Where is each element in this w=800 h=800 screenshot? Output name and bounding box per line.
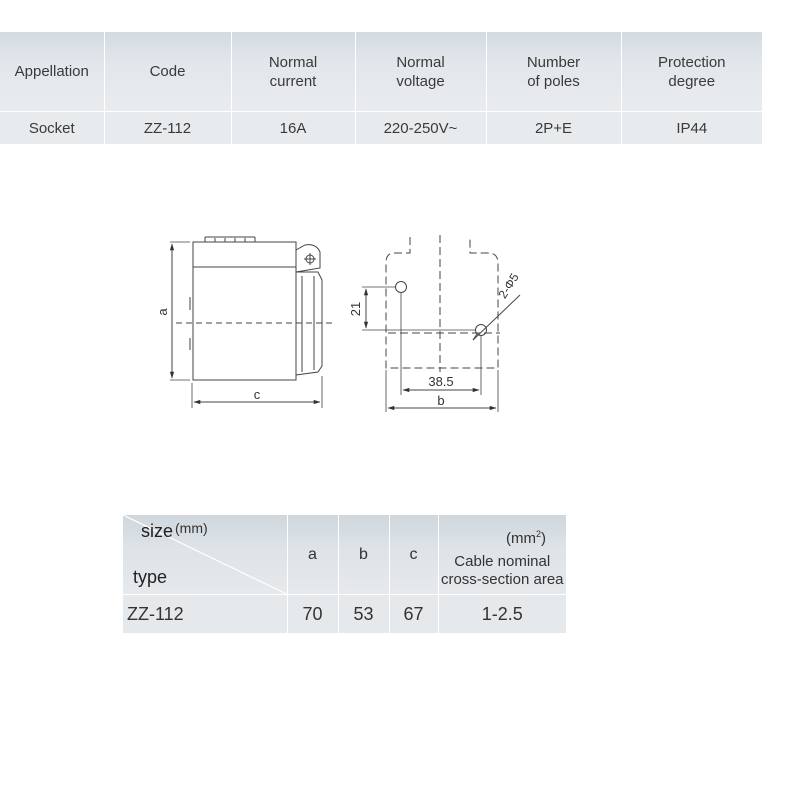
cell-protection-degree: IP44 xyxy=(621,112,762,145)
cell-b: 53 xyxy=(338,595,389,634)
dim-label-a: a xyxy=(155,308,170,316)
cell-cable-area: 1-2.5 xyxy=(438,595,566,634)
dim-label-b: b xyxy=(437,393,445,408)
side-view xyxy=(190,237,322,380)
hole-label: 2-Φ5 xyxy=(495,270,522,302)
size-data-row xyxy=(123,595,566,634)
header-b: b xyxy=(338,515,389,595)
dim-label-38-5: 38.5 xyxy=(428,374,454,389)
header-appellation: Appellation xyxy=(0,32,104,112)
header-normal-voltage: Normal voltage xyxy=(355,32,486,112)
size-header-row xyxy=(123,515,566,595)
dim-label-21: 21 xyxy=(348,301,363,317)
cell-code: ZZ-112 xyxy=(104,112,231,145)
size-type-header xyxy=(123,515,287,595)
area-unit: $(mm^2)$ xyxy=(505,529,546,547)
size-label: size $^{(mm)}$ xyxy=(141,520,208,541)
header-code: Code xyxy=(104,32,231,112)
cell-number-of-poles: 2P+E xyxy=(486,112,621,145)
type-label: type xyxy=(133,567,168,587)
dim-label-c: c xyxy=(253,387,261,402)
header-protection-degree: Protection degree xyxy=(621,32,762,112)
cell-c: 67 xyxy=(389,595,438,634)
header-c: c xyxy=(389,515,438,595)
size-unit: (mm) xyxy=(175,520,208,536)
cell-type: ZZ-112 xyxy=(123,595,287,634)
cell-normal-current: 16A xyxy=(231,112,355,145)
header-cable-area xyxy=(438,515,566,595)
header-normal-current: Normal current xyxy=(231,32,355,112)
size-table xyxy=(123,515,566,633)
header-number-of-poles: Number of poles xyxy=(486,32,621,112)
cell-appellation: Socket xyxy=(0,112,104,145)
header-a: a xyxy=(287,515,338,595)
cell-normal-voltage: 220-250V~ xyxy=(355,112,486,145)
area-label: Cable nominal cross-section area xyxy=(440,553,564,588)
cell-a: 70 xyxy=(287,595,338,634)
